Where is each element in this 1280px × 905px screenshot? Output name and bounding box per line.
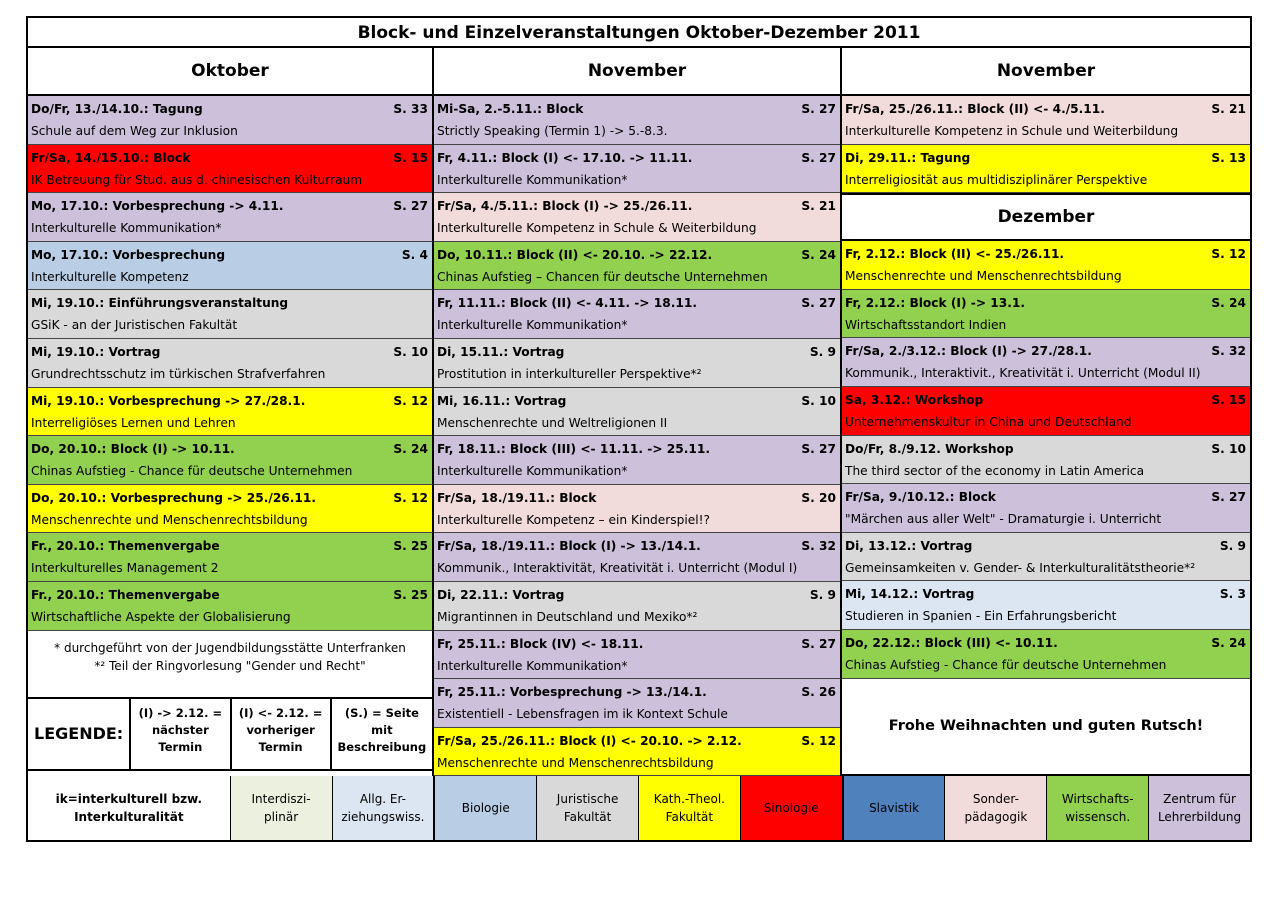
event-title: Existentiell - Lebensfragen im ik Kontext Schule (437, 707, 728, 722)
event-entry (842, 290, 1250, 339)
event-title: Interreligiosität aus multidisziplinärer Perspektive (845, 172, 1148, 187)
event-date: Do/Fr, 8./9.12. Workshop (845, 441, 1014, 456)
footnote-2: *² Teil der Ringvorlesung "Gender und Recht" (94, 658, 366, 673)
event-page: S. 12 (1211, 247, 1246, 262)
legend (28, 699, 432, 771)
event-header (437, 682, 836, 704)
event-entry (434, 485, 840, 534)
footnote-1: * durchgeführt von der Jugendbildungsstätte Unterfranken (54, 640, 406, 655)
event-list-dezember (842, 241, 1250, 678)
event-date: Fr., 20.10.: Themenvergabe (31, 587, 220, 602)
event-date: Fr, 4.11.: Block (I) <- 17.10. -> 11.11. (437, 150, 693, 165)
event-title: Kommunik., Interaktivität, Kreativität i. Unterricht (Modul I) (437, 561, 798, 576)
event-date: Mi, 14.12.: Vortrag (845, 587, 975, 602)
event-page: S. 27 (393, 199, 428, 214)
event-entry (28, 145, 432, 194)
column-oktober (26, 48, 434, 776)
event-entry (842, 533, 1250, 582)
event-page: S. 27 (1211, 490, 1246, 505)
event-title: Interkulturelle Kompetenz in Schule und Weiterbildung (845, 124, 1179, 138)
faculty-swatch: Biologie (435, 776, 537, 840)
event-page: S. 9 (1219, 538, 1246, 553)
event-entry (434, 193, 840, 242)
event-header (437, 488, 836, 510)
event-title: Interkulturelle Kommunikation* (437, 658, 628, 673)
event-date: Mi, 19.10.: Einführungsveranstaltung (31, 296, 289, 311)
event-title: Interkulturelles Management 2 (31, 561, 219, 576)
event-date: Fr/Sa, 2./3.12.: Block (I) -> 27./28.1. (845, 344, 1092, 359)
event-page: S. 25 (393, 587, 428, 602)
event-title: Grundrechtsschutz im türkischen Strafverfahren (31, 366, 326, 381)
event-entry (842, 241, 1250, 290)
event-title: Chinas Aufstieg – Chancen für deutsche Unternehmen (437, 269, 768, 284)
event-date: Mi, 19.10.: Vortrag (31, 344, 161, 359)
column-heading: November (434, 48, 840, 96)
event-title: Interkulturelle Kommunikation* (437, 318, 628, 333)
event-date: Fr., 20.10.: Themenvergabe (31, 539, 220, 554)
event-title: Interkulturelle Kompetenz (31, 269, 189, 284)
faculty-swatch: Slavistik (844, 776, 946, 840)
faculty-legend (26, 776, 1252, 842)
event-title: Strictly Speaking (Termin 1) -> 5.-8.3. (437, 124, 668, 138)
event-entry (842, 484, 1250, 533)
event-page: S. 21 (1211, 102, 1246, 116)
event-header (31, 196, 428, 218)
event-entry (28, 533, 432, 582)
event-header (437, 536, 836, 558)
event-header (31, 536, 428, 558)
faculty-swatch: Interdiszi- plinär (231, 776, 333, 840)
page-title: Block- und Einzelveranstaltungen Oktober-Dezember 2011 (26, 16, 1252, 48)
event-entry (28, 388, 432, 437)
event-entry (842, 338, 1250, 387)
event-entry (434, 145, 840, 194)
event-header (845, 439, 1246, 461)
event-date: Fr/Sa, 9./10.12.: Block (845, 490, 996, 505)
event-page: S. 27 (801, 636, 836, 651)
event-date: Di, 22.11.: Vortrag (437, 587, 565, 602)
event-date: Mi, 16.11.: Vortrag (437, 393, 567, 408)
event-date: Fr/Sa, 25./26.11.: Block (I) <- 20.10. -> 2.12. (437, 733, 742, 748)
event-title: Wirtschaftsstandort Indien (845, 317, 1007, 332)
event-entry (434, 533, 840, 582)
event-date: Mo, 17.10.: Vorbesprechung -> 4.11. (31, 199, 284, 214)
event-entry (842, 630, 1250, 679)
event-page: S. 24 (1211, 635, 1246, 650)
event-page: S. 15 (1211, 392, 1246, 407)
event-header (845, 148, 1246, 170)
event-page: S. 27 (801, 442, 836, 457)
event-header (845, 293, 1246, 315)
event-page: S. 25 (393, 539, 428, 554)
event-entry (28, 242, 432, 291)
event-date: Fr, 2.12.: Block (I) -> 13.1. (845, 295, 1025, 310)
event-entry (842, 436, 1250, 485)
event-page: S. 33 (393, 102, 428, 116)
event-header (437, 196, 836, 218)
event-page: S. 24 (801, 247, 836, 262)
event-title: Schule auf dem Weg zur Inklusion (31, 124, 238, 138)
event-title: Wirtschaftliche Aspekte der Globalisierung (31, 609, 291, 624)
column-heading: November (842, 48, 1250, 96)
footnotes (28, 631, 432, 699)
event-entry (28, 339, 432, 388)
event-title: Interkulturelle Kommunikation* (437, 464, 628, 479)
event-entry (434, 96, 840, 145)
event-date: Di, 15.11.: Vortrag (437, 344, 565, 359)
faculty-swatch: Allg. Er- ziehungswiss. (333, 776, 436, 840)
event-header (845, 487, 1246, 509)
event-list (28, 96, 432, 631)
faculty-swatch: Sinologie (741, 776, 844, 840)
faculty-swatch: Kath.-Theol. Fakultät (639, 776, 741, 840)
event-date: Do/Fr, 13./14.10.: Tagung (31, 102, 203, 116)
event-page: S. 32 (1211, 344, 1246, 359)
event-page: S. 12 (801, 733, 836, 748)
event-title: "Märchen aus aller Welt" - Dramaturgie i. Unterricht (845, 512, 1162, 527)
event-page: S. 21 (801, 199, 836, 214)
event-date: Do, 20.10.: Block (I) -> 10.11. (31, 442, 235, 457)
faculty-swatch: ik=interkulturell bzw. Interkulturalität (28, 776, 231, 840)
event-header (437, 439, 836, 461)
event-page: S. 20 (801, 490, 836, 505)
event-entry (28, 290, 432, 339)
event-header (845, 536, 1246, 558)
event-entry (434, 728, 840, 777)
event-date: Do, 22.12.: Block (III) <- 10.11. (845, 635, 1058, 650)
event-entry (28, 436, 432, 485)
event-page: S. 12 (393, 490, 428, 505)
event-page: S. 12 (393, 393, 428, 408)
event-page: S. 3 (1219, 587, 1246, 602)
event-header (845, 244, 1246, 266)
event-header (437, 391, 836, 413)
event-page: S. 27 (801, 296, 836, 311)
event-header (845, 390, 1246, 412)
event-title: Interkulturelle Kommunikation* (437, 172, 628, 187)
column-november-1 (434, 48, 842, 776)
event-entry (28, 193, 432, 242)
event-entry (434, 582, 840, 631)
event-title: GSiK - an der Juristischen Fakultät (31, 318, 238, 333)
event-date: Fr/Sa, 18./19.11.: Block (437, 490, 597, 505)
event-page: S. 4 (401, 247, 428, 262)
event-title: Chinas Aufstieg - Chance für deutsche Unternehmen (31, 464, 353, 479)
event-list (842, 96, 1250, 193)
event-date: Fr/Sa, 4./5.11.: Block (I) -> 25./26.11. (437, 199, 693, 214)
event-title: Menschenrechte und Weltreligionen II (437, 415, 668, 430)
faculty-swatch: Zentrum für Lehrerbildung (1149, 776, 1250, 840)
event-page: S. 24 (1211, 295, 1246, 310)
event-date: Fr/Sa, 18./19.11.: Block (I) -> 13./14.1. (437, 539, 701, 554)
event-title: Chinas Aufstieg - Chance für deutsche Unternehmen (845, 657, 1167, 672)
event-header (31, 439, 428, 461)
event-entry (842, 96, 1250, 145)
event-date: Fr/Sa, 25./26.11.: Block (II) <- 4./5.11. (845, 102, 1105, 116)
event-page: S. 10 (801, 393, 836, 408)
event-header (437, 342, 836, 364)
event-header (845, 341, 1246, 363)
event-header (31, 585, 428, 607)
event-title: IK Betreuung für Stud. aus d. chinesischen Kulturraum (31, 172, 363, 187)
event-page: S. 10 (393, 344, 428, 359)
event-title: The third sector of the economy in Latin America (845, 463, 1145, 478)
legend-title: LEGENDE: (28, 699, 131, 769)
column-november-2 (842, 48, 1252, 776)
event-page: S. 24 (393, 442, 428, 457)
event-header (31, 488, 428, 510)
event-page: S. 15 (393, 150, 428, 165)
event-date: Sa, 3.12.: Workshop (845, 392, 984, 407)
event-header (845, 584, 1246, 606)
event-title: Interkulturelle Kompetenz in Schule & Weiterbildung (437, 221, 757, 236)
event-entry (434, 388, 840, 437)
event-entry (842, 145, 1250, 194)
event-page: S. 13 (1211, 150, 1246, 165)
event-title: Studieren in Spanien - Ein Erfahrungsbericht (845, 609, 1117, 624)
faculty-swatch: Juristische Fakultät (537, 776, 639, 840)
event-header (437, 293, 836, 315)
event-title: Interreligiöses Lernen und Lehren (31, 415, 236, 430)
event-page: S. 9 (809, 587, 836, 602)
event-title: Menschenrechte und Menschenrechtsbildung (845, 269, 1122, 284)
faculty-swatch: Sonder- pädagogik (945, 776, 1047, 840)
event-header (845, 99, 1246, 121)
event-page: S. 27 (801, 150, 836, 165)
event-date: Mi, 19.10.: Vorbesprechung -> 27./28.1. (31, 393, 306, 408)
event-date: Mi-Sa, 2.-5.11.: Block (437, 102, 584, 116)
event-page: S. 27 (801, 102, 836, 116)
event-entry (434, 339, 840, 388)
column-heading: Oktober (28, 48, 432, 96)
event-header (31, 99, 428, 121)
event-entry (28, 582, 432, 631)
event-entry (434, 242, 840, 291)
event-date: Fr, 2.12.: Block (II) <- 25./26.11. (845, 247, 1065, 262)
faculty-swatch: Wirtschafts- wissensch. (1047, 776, 1149, 840)
event-entry (434, 436, 840, 485)
event-entry (842, 387, 1250, 436)
event-date: Fr, 25.11.: Block (IV) <- 18.11. (437, 636, 644, 651)
event-title: Interkulturelle Kompetenz – ein Kinderspiel!? (437, 512, 711, 527)
event-page: S. 10 (1211, 441, 1246, 456)
event-page: S. 26 (801, 685, 836, 700)
event-date: Mo, 17.10.: Vorbesprechung (31, 247, 226, 262)
event-date: Di, 13.12.: Vortrag (845, 538, 973, 553)
event-header (437, 99, 836, 121)
event-entry (434, 631, 840, 680)
event-header (31, 342, 428, 364)
event-title: Prostitution in interkultureller Perspektive*² (437, 366, 702, 381)
column-heading-dezember: Dezember (842, 193, 1250, 241)
event-title: Menschenrechte und Menschenrechtsbildung (437, 755, 714, 770)
event-page: S. 9 (809, 344, 836, 359)
event-header (845, 633, 1246, 655)
event-entry (842, 581, 1250, 630)
event-entry (434, 290, 840, 339)
event-header (437, 245, 836, 267)
legend-next: (I) -> 2.12. = nächster Termin (131, 699, 231, 769)
event-date: Fr/Sa, 14./15.10.: Block (31, 150, 191, 165)
event-date: Fr, 11.11.: Block (II) <- 4.11. -> 18.11. (437, 296, 697, 311)
event-page: S. 32 (801, 539, 836, 554)
legend-page: (S.) = Seite mit Beschreibung (337, 705, 427, 754)
event-header (31, 293, 428, 315)
event-header (437, 585, 836, 607)
holiday-greeting: Frohe Weihnachten und guten Rutsch! (842, 679, 1250, 776)
legend-previous: (I) <- 2.12. = vorheriger Termin (232, 699, 332, 769)
event-header (31, 245, 428, 267)
event-date: Fr, 18.11.: Block (III) <- 11.11. -> 25.11. (437, 442, 710, 457)
event-title: Kommunik., Interaktivit., Kreativität i. Unterricht (Modul II) (845, 366, 1201, 381)
event-title: Menschenrechte und Menschenrechtsbildung (31, 512, 308, 527)
month-columns (26, 48, 1252, 776)
event-entry (28, 485, 432, 534)
event-title: Migrantinnen in Deutschland und Mexiko*² (437, 609, 698, 624)
event-header (437, 731, 836, 753)
event-date: Do, 20.10.: Vorbesprechung -> 25./26.11. (31, 490, 317, 505)
event-title: Gemeinsamkeiten v. Gender- & Interkulturalitätstheorie*² (845, 560, 1196, 575)
event-title: Interkulturelle Kommunikation* (31, 221, 222, 236)
event-entry (434, 679, 840, 728)
event-header (437, 148, 836, 170)
event-title: Unternehmenskultur in China und Deutschland (845, 414, 1132, 429)
event-list (434, 96, 840, 776)
event-date: Do, 10.11.: Block (II) <- 20.10. -> 22.12. (437, 247, 713, 262)
event-date: Di, 29.11.: Tagung (845, 150, 971, 165)
event-date: Fr, 25.11.: Vorbesprechung -> 13./14.1. (437, 685, 707, 700)
event-entry (28, 96, 432, 145)
event-header (31, 148, 428, 170)
event-header (31, 391, 428, 413)
schedule-sheet (26, 16, 1252, 842)
event-header (437, 634, 836, 656)
